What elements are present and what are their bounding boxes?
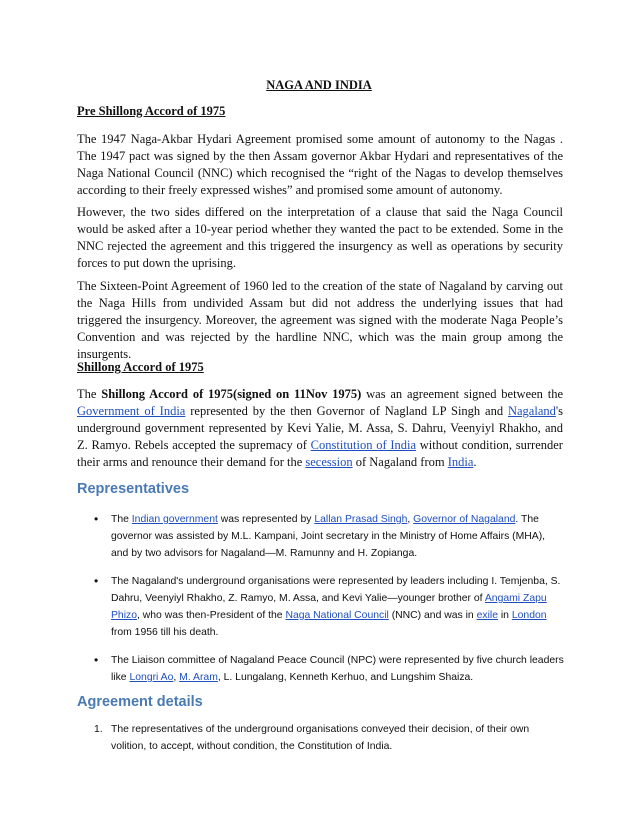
text-run: The xyxy=(111,514,132,525)
text-run: , L. Lungalang, Kenneth Kerhuo, and Lungshim Shaiza. xyxy=(217,672,474,683)
text-run: in xyxy=(497,610,512,621)
section-heading-representatives: Representatives xyxy=(77,481,190,497)
link-angami-zapu-phizo[interactable]: Angami Zapu Phizo xyxy=(111,593,547,621)
text-run: 's underground government represented by Kevi Yalie, M. Assa, S. Dahru, Veenyiyl Rhakho, and Z. Ramyo. Rebels accepted the supremacy of xyxy=(77,404,564,452)
link-secession[interactable]: secession xyxy=(305,455,353,469)
section-heading-pre-shillong: Pre Shillong Accord of 1975 xyxy=(77,104,226,118)
accord-bold-lead: Shillong Accord of 1975(signed on 11Nov 1975) xyxy=(101,387,362,401)
link-government-of-india[interactable]: Government of India xyxy=(77,404,186,418)
text-run: , xyxy=(407,514,414,525)
text-run: The Liaison committee of Nagaland Peace Council (NPC) were represented by five church leaders like xyxy=(111,655,564,683)
section-heading-agreement-details: Agreement details xyxy=(77,694,203,710)
text-run: , who was then-President of the xyxy=(137,610,286,621)
list-item-text xyxy=(111,511,564,562)
link-naga-national-council[interactable]: Naga National Council xyxy=(285,610,389,621)
text-run: without condition, surrender their arms and renounce their demand for the xyxy=(77,438,563,469)
text-run: The xyxy=(77,387,102,401)
bullet-icon: • xyxy=(94,653,99,667)
section-heading-shillong-accord: Shillong Accord of 1975 xyxy=(77,360,204,374)
bullet-icon: • xyxy=(94,574,99,588)
link-nagaland[interactable]: Nagaland xyxy=(507,404,556,418)
link-lallan-prasad-singh[interactable]: Lallan Prasad Singh xyxy=(314,514,408,525)
text-run: . The governor was assisted by M.L. Kampani, Joint secretary in the Ministry of Home Affairs (MHA), and by two advisors for Nagaland—M. Ramunny and H. Zopianga. xyxy=(111,514,546,559)
list-item-text xyxy=(111,573,564,641)
paragraph-sixteen-point: The Sixteen-Point Agreement of 1960 led to the creation of the state of Nagaland by carving out the Naga Hills from undivided Assam but did not address the underlying issues that had triggered the insurgency. Moreover, the agreement was signed with the moderate Naga People’s Convention and was rejected by the hardline NNC, which was the main group among the insurgents. xyxy=(77,279,563,361)
text-run: was an agreement signed between the xyxy=(361,387,564,401)
text-run: from 1956 till his death. xyxy=(111,627,219,638)
link-indian-government[interactable]: Indian government xyxy=(131,514,218,525)
text-run: represented by the then Governor of Nagland LP Singh and xyxy=(185,404,508,418)
link-constitution-of-india[interactable]: Constitution of India xyxy=(310,438,417,452)
link-m-aram[interactable]: M. Aram xyxy=(179,672,218,683)
paragraph-1947-agreement: The 1947 Naga-Akbar Hydari Agreement promised some amount of autonomy to the Nagas . The 1947 pact was signed by the then Assam governor Akbar Hydari and representatives of the Naga National Council (NNC) which recognised the “right of the Nagas to develop themselves according to their freely expressed wishes” and promised some amount of autonomy. xyxy=(77,132,563,197)
link-india[interactable]: India xyxy=(447,455,474,469)
list-number: 1. xyxy=(94,724,103,735)
link-longri-ao[interactable]: Longri Ao xyxy=(129,672,174,683)
link-exile[interactable]: exile xyxy=(476,610,498,621)
link-governor-of-nagaland[interactable]: Governor of Nagaland xyxy=(413,514,516,525)
text-run: The Nagaland's underground organisations were represented by leaders including I. Temjenba, S. Dahru, Veenyiyl Rhakho, Z. Ramyo, M. Assa, and Kevi Yalie—younger brother of xyxy=(111,576,561,604)
paragraph-shillong-accord xyxy=(77,386,563,471)
list-item-text xyxy=(111,652,564,686)
link-london[interactable]: London xyxy=(511,610,547,621)
list-item-text: The representatives of the underground organisations conveyed their decision, of their own volition, to accept, without condition, the Constitution of India. xyxy=(111,724,530,752)
page-title: NAGA AND INDIA xyxy=(266,78,372,92)
text-run: (NNC) and was in xyxy=(388,610,477,621)
bullet-icon: • xyxy=(94,512,99,526)
paragraph-interpretation: However, the two sides differed on the interpretation of a clause that said the Naga Council would be asked after a 10-year period whether they wanted the pact to be extended. Some in the NNC rejected the agreement and this triggered the insurgency as well as operations by security forces to put down the uprising. xyxy=(77,205,563,270)
text-run: , xyxy=(173,672,180,683)
text-run: . xyxy=(473,455,477,469)
text-run: of Nagaland from xyxy=(352,455,448,469)
text-run: was represented by xyxy=(217,514,315,525)
